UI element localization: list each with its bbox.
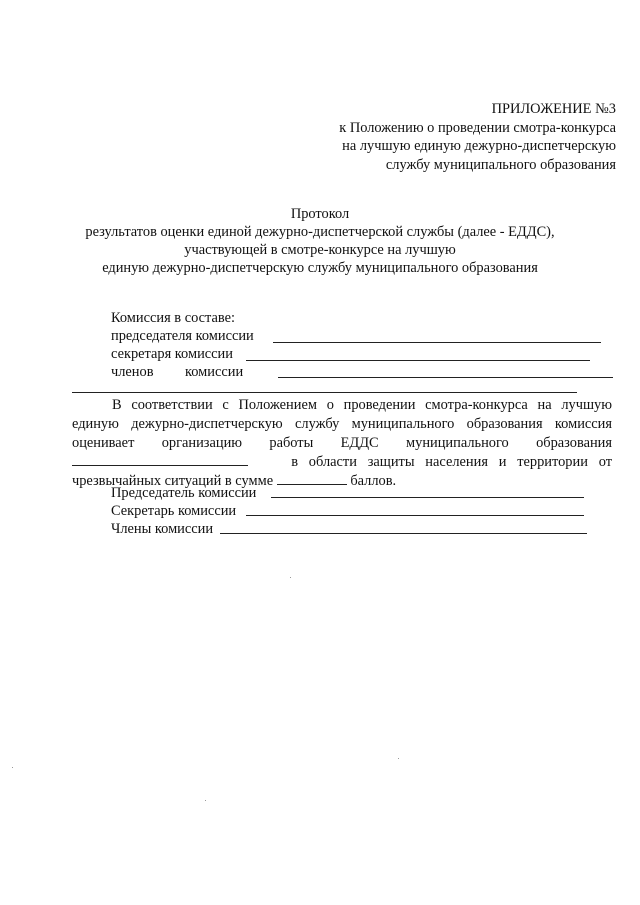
paragraph-line-2: единую дежурно-диспетчерскую службу муниципального образования комиссия	[72, 416, 612, 432]
secretary-blank-line	[246, 360, 590, 361]
protocol-line-3: единую дежурно-диспетчерскую службу муниципального образования	[102, 260, 538, 276]
scan-speck	[290, 577, 291, 578]
protocol-line-2: участвующей в смотре-конкурсе на лучшую	[184, 242, 456, 258]
paragraph-line-5-text: чрезвычайных ситуаций в сумме	[72, 473, 274, 489]
members-blank-line	[278, 377, 613, 378]
signature-members-line	[220, 533, 587, 534]
chairman-blank-line	[273, 342, 601, 343]
appendix-line-1: к Положению о проведении смотра-конкурса	[339, 120, 616, 136]
members-label-word-2: комиссии	[185, 364, 244, 380]
paragraph-line-4	[72, 453, 612, 472]
signature-chairman-line	[271, 497, 584, 498]
appendix-line-2: на лучшую единую дежурно-диспетчерскую	[342, 138, 616, 154]
paragraph-line-3: оценивает организацию работы ЕДДС муниципального образования	[72, 435, 612, 451]
secretary-label: секретаря комиссии	[111, 346, 233, 362]
commission-heading: Комиссия в составе:	[111, 310, 235, 326]
protocol-line-1: результатов оценки единой дежурно-диспетчерской службы (далее - ЕДДС),	[85, 224, 555, 240]
paragraph-line-1: В соответствии с Положением о проведении смотра-конкурса на лучшую	[112, 397, 612, 413]
members-label-word-1: членов	[111, 364, 154, 380]
appendix-line-3: службу муниципального образования	[385, 157, 616, 173]
edds-name-blank	[72, 453, 248, 466]
paragraph-line-4-text: в области защиты населения и территории от	[291, 454, 612, 470]
evaluation-paragraph	[72, 396, 612, 491]
signature-chairman-label: Председатель комиссии	[111, 485, 257, 501]
chairman-label: председателя комиссии	[111, 328, 254, 344]
appendix-title: ПРИЛОЖЕНИЕ №3	[491, 101, 616, 117]
signature-secretary-line	[246, 515, 584, 516]
points-word: баллов.	[350, 473, 397, 489]
scan-speck	[398, 758, 399, 759]
signature-members-label: Члены комиссии	[111, 521, 214, 537]
score-blank	[277, 472, 347, 485]
scan-speck	[205, 800, 206, 801]
scan-speck	[12, 767, 13, 768]
signature-secretary-label: Секретарь комиссии	[111, 503, 237, 519]
protocol-title: Протокол	[290, 206, 350, 222]
members-continuation-line	[72, 392, 577, 393]
